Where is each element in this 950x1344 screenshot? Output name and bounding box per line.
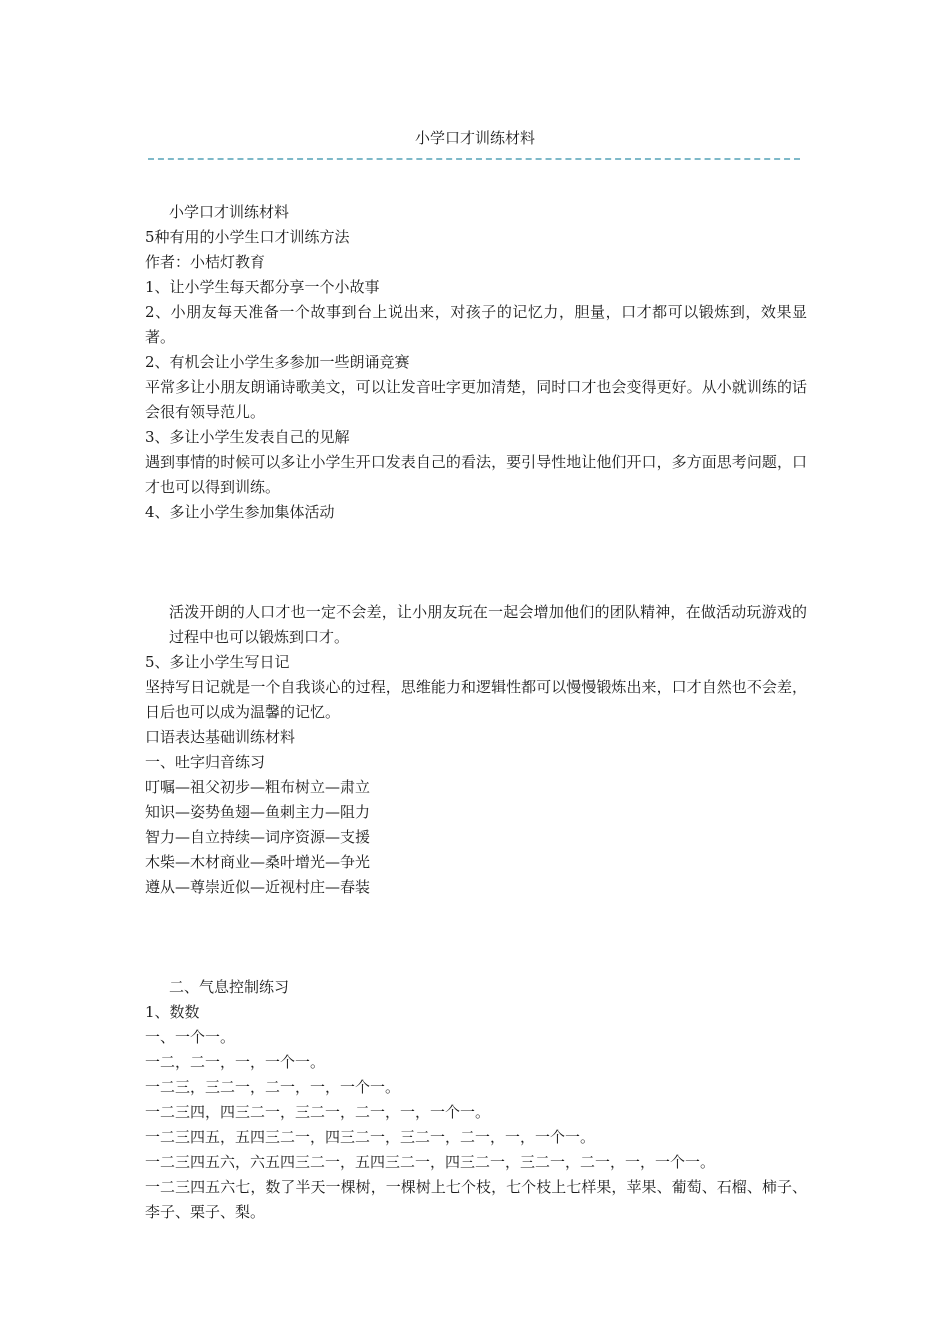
counting-line: 一、一个一。 [145, 1028, 236, 1046]
document-body [145, 200, 807, 1225]
counting-line: 一二三四五六，六五四三二一，五四三二一，四三二一，三二一，二一，一，一个一。 [145, 1153, 716, 1171]
page-header-title: 小学口才训练材料 [414, 129, 535, 147]
pronunciation-heading: 一、吐字归音练习 [145, 753, 266, 771]
section-gap [145, 900, 807, 975]
pronunciation-line: 智力—自立持续—词序资源—支援 [145, 828, 371, 846]
header-dashed-rule [148, 158, 800, 160]
method-2-paragraph: 平常多让小朋友朗诵诗歌美文，可以让发音吐字更加清楚，同时口才也会变得更好。从小就训练的话会很有领导范儿。 [145, 378, 807, 421]
method-1-heading: 1、让小学生每天都分享一个小故事 [145, 278, 380, 296]
method-3-heading: 3、多让小学生发表自己的见解 [145, 428, 350, 446]
oral-material-heading: 口语表达基础训练材料 [145, 728, 296, 746]
method-3-paragraph: 遇到事情的时候可以多让小学生开口发表自己的看法，要引导性地让他们开口，多方面思考问题，口才也可以得到训练。 [145, 453, 807, 496]
counting-heading: 1、数数 [145, 1003, 200, 1021]
counting-paragraph: 一二三四五六七，数了半天一棵树，一棵树上七个枝，七个枝上七样果，苹果、葡萄、石榴、柿子、李子、栗子、梨。 [145, 1178, 807, 1221]
counting-line: 一二三四五，五四三二一，四三二一，三二一，二一，一，一个一。 [145, 1128, 596, 1146]
pronunciation-line: 遵从—尊崇近似—近视村庄—春装 [145, 878, 371, 896]
counting-line: 一二三四，四三二一，三二一，二一，一，一个一。 [145, 1103, 491, 1121]
method-4-heading: 4、多让小学生参加集体活动 [145, 503, 335, 521]
method-2-heading: 2、有机会让小学生多参加一些朗诵竞赛 [145, 353, 410, 371]
pronunciation-line: 知识—姿势鱼翅—鱼刺主力—阻力 [145, 803, 371, 821]
method-4-paragraph: 活泼开朗的人口才也一定不会差，让小朋友玩在一起会增加他们的团队精神，在做活动玩游戏的过程中也可以锻炼到口才。 [169, 603, 807, 646]
section-gap [145, 525, 807, 600]
breath-control-heading: 二、气息控制练习 [169, 978, 290, 996]
counting-line: 一二，二一，一，一个一。 [145, 1053, 326, 1071]
doc-title-line: 小学口才训练材料 [169, 203, 290, 221]
pronunciation-line: 木柴—木材商业—桑叶增光—争光 [145, 853, 371, 871]
method-1-paragraph: 2、小朋友每天准备一个故事到台上说出来，对孩子的记忆力，胆量，口才都可以锻炼到，效果显著。 [145, 303, 807, 346]
pronunciation-line: 叮嘱—祖父初步—粗布树立—肃立 [145, 778, 371, 796]
method-5-heading: 5、多让小学生写日记 [145, 653, 290, 671]
doc-author-line: 作者：小桔灯教育 [145, 253, 266, 271]
counting-line: 一二三，三二一，二一，一，一个一。 [145, 1078, 401, 1096]
doc-subtitle-line: 5种有用的小学生口才训练方法 [145, 228, 350, 246]
method-5-paragraph: 坚持写日记就是一个自我谈心的过程，思维能力和逻辑性都可以慢慢锻炼出来，口才自然也不会差，日后也可以成为温馨的记忆。 [145, 678, 807, 721]
